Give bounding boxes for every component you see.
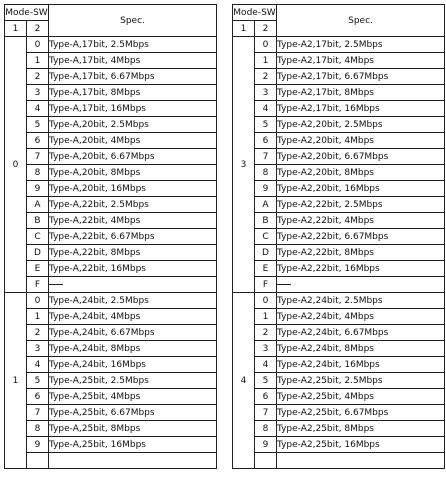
sw1-value: 3 (233, 37, 255, 293)
table-row (5, 453, 217, 469)
spec-value: Type-A,24bit, 8Mbps (49, 341, 217, 357)
sw1-header: 1 (233, 21, 255, 37)
table-row (5, 357, 217, 373)
table-row (233, 373, 445, 389)
table-row (5, 149, 217, 165)
spec-value (49, 453, 217, 469)
table-row (5, 437, 217, 453)
sw2-value: 8 (255, 165, 277, 181)
sw2-value (27, 453, 49, 469)
spec-value: Type-A2,17bit, 2.5Mbps (277, 37, 445, 53)
spec-value: Type-A,22bit, 16Mbps (49, 261, 217, 277)
sw2-value (255, 453, 277, 469)
table-row (233, 277, 445, 293)
table-row (233, 389, 445, 405)
table-row (233, 309, 445, 325)
table-row (233, 133, 445, 149)
table-row (233, 229, 445, 245)
mode-sw-table-right (232, 4, 445, 469)
sw2-value: D (255, 245, 277, 261)
spec-value: Type-A2,20bit, 4Mbps (277, 133, 445, 149)
sw2-value: 0 (255, 293, 277, 309)
spec-value: Type-A,24bit, 16Mbps (49, 357, 217, 373)
spec-value: Type-A2,17bit, 16Mbps (277, 101, 445, 117)
sw2-value: E (255, 261, 277, 277)
sw2-value: 2 (27, 69, 49, 85)
table-row (233, 117, 445, 133)
spec-value: Type-A,17bit, 8Mbps (49, 85, 217, 101)
spec-value: Type-A,24bit, 4Mbps (49, 309, 217, 325)
table-row (233, 341, 445, 357)
sw2-value: C (255, 229, 277, 245)
sw2-value: 6 (255, 389, 277, 405)
spec-value: Type-A,24bit, 2.5Mbps (49, 293, 217, 309)
table-row (5, 69, 217, 85)
spec-value: Type-A2,24bit, 8Mbps (277, 341, 445, 357)
sw2-value: 9 (27, 181, 49, 197)
sw2-value: B (255, 213, 277, 229)
spec-value: Type-A2,17bit, 4Mbps (277, 53, 445, 69)
sw2-value: 4 (255, 101, 277, 117)
table-row (233, 405, 445, 421)
sw1-header: 1 (5, 21, 27, 37)
table-row (5, 53, 217, 69)
table-row (233, 181, 445, 197)
sw2-value: 2 (255, 69, 277, 85)
spec-value: Type-A,22bit, 4Mbps (49, 213, 217, 229)
spec-value: Type-A,17bit, 16Mbps (49, 101, 217, 117)
spec-value: Type-A2,25bit, 6.67Mbps (277, 405, 445, 421)
sw2-value: 2 (27, 325, 49, 341)
sw2-value: D (27, 245, 49, 261)
table-row (233, 245, 445, 261)
spec-value: Type-A2,25bit, 8Mbps (277, 421, 445, 437)
spec-value: Type-A2,17bit, 8Mbps (277, 85, 445, 101)
sw2-value: 8 (27, 165, 49, 181)
sw2-value: A (27, 197, 49, 213)
sw2-value: 0 (255, 37, 277, 53)
sw2-value: 8 (255, 421, 277, 437)
sw2-value: 3 (255, 85, 277, 101)
spec-value: Type-A2,20bit, 2.5Mbps (277, 117, 445, 133)
table-row (233, 261, 445, 277)
table-row (233, 165, 445, 181)
spec-value: Type-A2,24bit, 16Mbps (277, 357, 445, 373)
table-row (233, 437, 445, 453)
sw2-value: 0 (27, 37, 49, 53)
dash-mark (49, 284, 63, 285)
spec-value: Type-A,22bit, 6.67Mbps (49, 229, 217, 245)
sw2-value: 7 (27, 149, 49, 165)
sw2-value: 4 (27, 357, 49, 373)
table-row (5, 37, 217, 53)
table-row (233, 37, 445, 53)
spec-value: Type-A,20bit, 8Mbps (49, 165, 217, 181)
spec-value: Type-A2,22bit, 4Mbps (277, 213, 445, 229)
table-row (233, 85, 445, 101)
sw2-value: 1 (27, 53, 49, 69)
spec-value: Type-A2,25bit, 16Mbps (277, 437, 445, 453)
spec-empty-dash (49, 277, 217, 293)
sw2-value: 9 (255, 181, 277, 197)
table-row (233, 421, 445, 437)
sw1-value: 1 (5, 293, 27, 469)
spec-value: Type-A,17bit, 6.67Mbps (49, 69, 217, 85)
sw2-value: 5 (255, 117, 277, 133)
table-row (5, 309, 217, 325)
spec-empty-dash (277, 277, 445, 293)
table-row (5, 341, 217, 357)
sw2-value: 4 (27, 101, 49, 117)
spec-value: Type-A2,24bit, 2.5Mbps (277, 293, 445, 309)
sw2-value: 6 (27, 389, 49, 405)
sw2-value: 1 (27, 309, 49, 325)
table-row (5, 277, 217, 293)
spec-value: Type-A2,25bit, 4Mbps (277, 389, 445, 405)
spec-value: Type-A2,17bit, 6.67Mbps (277, 69, 445, 85)
spec-value: Type-A,17bit, 4Mbps (49, 53, 217, 69)
table-row (5, 85, 217, 101)
spec-value: Type-A,25bit, 2.5Mbps (49, 373, 217, 389)
spec-value: Type-A2,20bit, 8Mbps (277, 165, 445, 181)
spec-value: Type-A2,20bit, 6.67Mbps (277, 149, 445, 165)
spec-value: Type-A,17bit, 2.5Mbps (49, 37, 217, 53)
sw2-value: 0 (27, 293, 49, 309)
spec-value: Type-A2,25bit, 2.5Mbps (277, 373, 445, 389)
sw2-value: 2 (255, 325, 277, 341)
spec-value: Type-A2,22bit, 6.67Mbps (277, 229, 445, 245)
table-row (5, 325, 217, 341)
spec-value: Type-A,20bit, 2.5Mbps (49, 117, 217, 133)
sw2-value: 9 (255, 437, 277, 453)
table-row (5, 245, 217, 261)
sw2-value: A (255, 197, 277, 213)
table-row (233, 149, 445, 165)
spec-value: Type-A,25bit, 4Mbps (49, 389, 217, 405)
sw2-value: 7 (27, 405, 49, 421)
dash-mark (277, 284, 291, 285)
table-row (5, 229, 217, 245)
spec-value: Type-A,20bit, 16Mbps (49, 181, 217, 197)
table-row (5, 293, 217, 309)
spec-value: Type-A,25bit, 8Mbps (49, 421, 217, 437)
sw2-value: F (255, 277, 277, 293)
spec-value: Type-A,20bit, 6.67Mbps (49, 149, 217, 165)
sw2-value: 9 (27, 437, 49, 453)
spec-value: Type-A,24bit, 6.67Mbps (49, 325, 217, 341)
sw1-value: 0 (5, 37, 27, 293)
table-row (5, 133, 217, 149)
sw2-value: C (27, 229, 49, 245)
table-row (5, 165, 217, 181)
sw2-header: 2 (255, 21, 277, 37)
sw2-value: 5 (27, 373, 49, 389)
table-row (5, 261, 217, 277)
sw2-value: 4 (255, 357, 277, 373)
spec-value: Type-A,25bit, 16Mbps (49, 437, 217, 453)
spec-value: Type-A2,24bit, 4Mbps (277, 309, 445, 325)
table-row (5, 389, 217, 405)
spec-value: Type-A2,22bit, 16Mbps (277, 261, 445, 277)
sw2-header: 2 (27, 21, 49, 37)
table-row (5, 405, 217, 421)
sw2-value: 3 (255, 341, 277, 357)
sw2-value: E (27, 261, 49, 277)
spec-header: Spec. (49, 5, 217, 37)
spec-value: Type-A2,24bit, 6.67Mbps (277, 325, 445, 341)
mode-sw-table-left (4, 4, 217, 469)
table-row (5, 373, 217, 389)
sw1-value: 4 (233, 293, 255, 469)
table-row (5, 117, 217, 133)
sw2-value: 6 (255, 133, 277, 149)
table-row (233, 357, 445, 373)
spec-value: Type-A2,20bit, 16Mbps (277, 181, 445, 197)
sw2-value: 3 (27, 85, 49, 101)
sw2-value: 3 (27, 341, 49, 357)
sw2-value: 5 (27, 117, 49, 133)
spec-value (277, 453, 445, 469)
spec-value: Type-A2,22bit, 8Mbps (277, 245, 445, 261)
mode-sw-header: Mode-SW (233, 5, 277, 21)
table-row (233, 101, 445, 117)
spec-value: Type-A,22bit, 2.5Mbps (49, 197, 217, 213)
sw2-value: F (27, 277, 49, 293)
table-row (233, 69, 445, 85)
mode-sw-header: Mode-SW (5, 5, 49, 21)
spec-header: Spec. (277, 5, 445, 37)
table-row (233, 293, 445, 309)
table-row (5, 213, 217, 229)
sw2-value: 7 (255, 405, 277, 421)
table-row (233, 197, 445, 213)
spec-value: Type-A,20bit, 4Mbps (49, 133, 217, 149)
table-row (233, 325, 445, 341)
spec-value: Type-A,25bit, 6.67Mbps (49, 405, 217, 421)
sw2-value: 1 (255, 53, 277, 69)
sw2-value: 7 (255, 149, 277, 165)
table-row (5, 101, 217, 117)
table-row (233, 213, 445, 229)
table-row (5, 181, 217, 197)
table-row (233, 53, 445, 69)
spec-value: Type-A2,22bit, 2.5Mbps (277, 197, 445, 213)
table-row (233, 453, 445, 469)
table-row (5, 197, 217, 213)
sw2-value: 5 (255, 373, 277, 389)
sw2-value: 8 (27, 421, 49, 437)
spec-value: Type-A,22bit, 8Mbps (49, 245, 217, 261)
sw2-value: 1 (255, 309, 277, 325)
table-row (5, 421, 217, 437)
sw2-value: 6 (27, 133, 49, 149)
sw2-value: B (27, 213, 49, 229)
